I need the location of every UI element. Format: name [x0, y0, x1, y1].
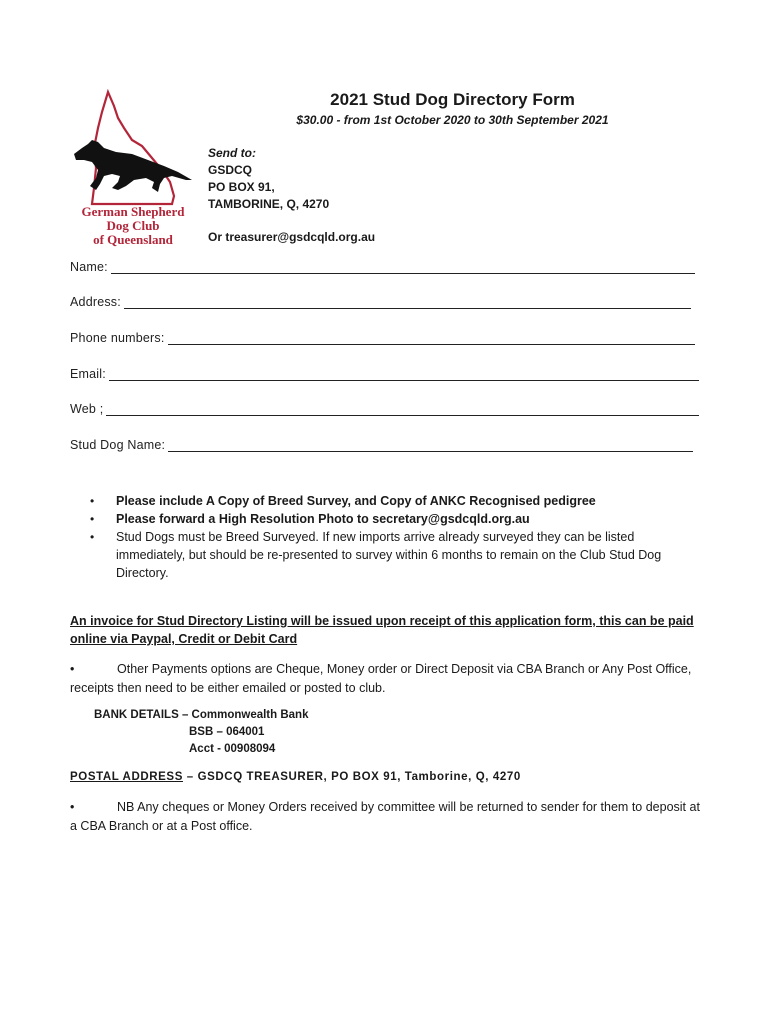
- dog-silhouette-icon: [74, 140, 192, 192]
- nb-note: [70, 798, 700, 836]
- bullet-icon: •: [90, 512, 95, 526]
- postal-address-label: POSTAL ADDRESS: [70, 771, 183, 783]
- web-label: Web ;: [70, 402, 104, 416]
- send-to-email: Or treasurer@gsdcqld.org.au: [208, 230, 376, 244]
- email-label: Email:: [70, 367, 106, 381]
- bullet-icon: •: [70, 800, 75, 814]
- bank-account: Acct - 00908094: [189, 743, 276, 755]
- logo-text-line1: German Shepherd: [81, 204, 185, 219]
- phone-label: Phone numbers:: [70, 331, 165, 345]
- address-input-line[interactable]: [124, 295, 691, 309]
- postal-address-text: – GSDCQ TREASURER, PO BOX 91, Tamborine, Q, 4270: [182, 771, 521, 783]
- list-item: [90, 492, 700, 510]
- phone-input-line[interactable]: [168, 331, 695, 345]
- email-input-line[interactable]: [109, 367, 699, 381]
- bank-bsb: BSB – 064001: [189, 726, 265, 738]
- nb-note-text: NB Any cheques or Money Orders received by committee will be returned to sender for them to deposit at a CBA Branch or at a Post office.: [70, 800, 700, 833]
- requirement-text: Please forward a High Resolution Photo to secretary@gsdcqld.org.au: [116, 512, 530, 526]
- bullet-icon: •: [90, 530, 95, 544]
- form-subtitle: $30.00 - from 1st October 2020 to 30th September 2021: [296, 113, 609, 127]
- list-item: [90, 510, 700, 528]
- bullet-icon: •: [90, 494, 95, 508]
- name-field[interactable]: [70, 260, 695, 274]
- bank-details: [94, 707, 308, 758]
- payments-note-text: Other Payments options are Cheque, Money order or Direct Deposit via CBA Branch or Any Post Office, receipts then need to be either emailed or posted to club.: [70, 662, 692, 695]
- postal-address: [70, 771, 521, 783]
- name-input-line[interactable]: [111, 260, 695, 274]
- club-logo: [68, 88, 198, 248]
- invoice-note: An invoice for Stud Directory Listing will be issued upon receipt of this application form, this can be paid online via Paypal, Credit or Debit Card: [70, 614, 694, 646]
- bullet-icon: •: [70, 662, 75, 676]
- requirement-text: Stud Dogs must be Breed Surveyed. If new imports arrive already surveyed they can be listed immediately, but should be re-presented to survey within 6 months to remain on the Club Stud Dog Directory.: [116, 530, 662, 580]
- logo-text-line2: Dog Club: [106, 218, 160, 233]
- web-field[interactable]: [70, 402, 699, 416]
- list-item: [90, 528, 700, 582]
- address-field[interactable]: [70, 295, 691, 309]
- name-label: Name:: [70, 260, 108, 274]
- club-logo-graphic: [68, 88, 198, 248]
- send-to-line2: PO BOX 91,: [208, 180, 275, 194]
- web-input-line[interactable]: [106, 402, 699, 416]
- stud-dog-name-field[interactable]: [70, 438, 693, 452]
- stud-dog-name-label: Stud Dog Name:: [70, 438, 166, 452]
- send-to-label: Send to:: [208, 146, 256, 160]
- requirements-list: [90, 492, 700, 582]
- form-title: 2021 Stud Dog Directory Form: [330, 90, 575, 109]
- logo-text-line3: of Queensland: [93, 232, 173, 247]
- bank-name: BANK DETAILS – Commonwealth Bank: [94, 709, 309, 721]
- send-to-line3: TAMBORINE, Q, 4270: [208, 197, 330, 211]
- address-label: Address:: [70, 295, 121, 309]
- requirement-text: Please include A Copy of Breed Survey, and Copy of ANKC Recognised pedigree: [116, 494, 596, 508]
- send-to-line1: GSDCQ: [208, 163, 253, 177]
- send-to-block: [208, 145, 375, 246]
- phone-field[interactable]: [70, 331, 695, 345]
- email-field[interactable]: [70, 367, 699, 381]
- queensland-map-icon: [92, 92, 174, 204]
- payments-note: [70, 660, 700, 698]
- stud-dog-name-input-line[interactable]: [168, 438, 693, 452]
